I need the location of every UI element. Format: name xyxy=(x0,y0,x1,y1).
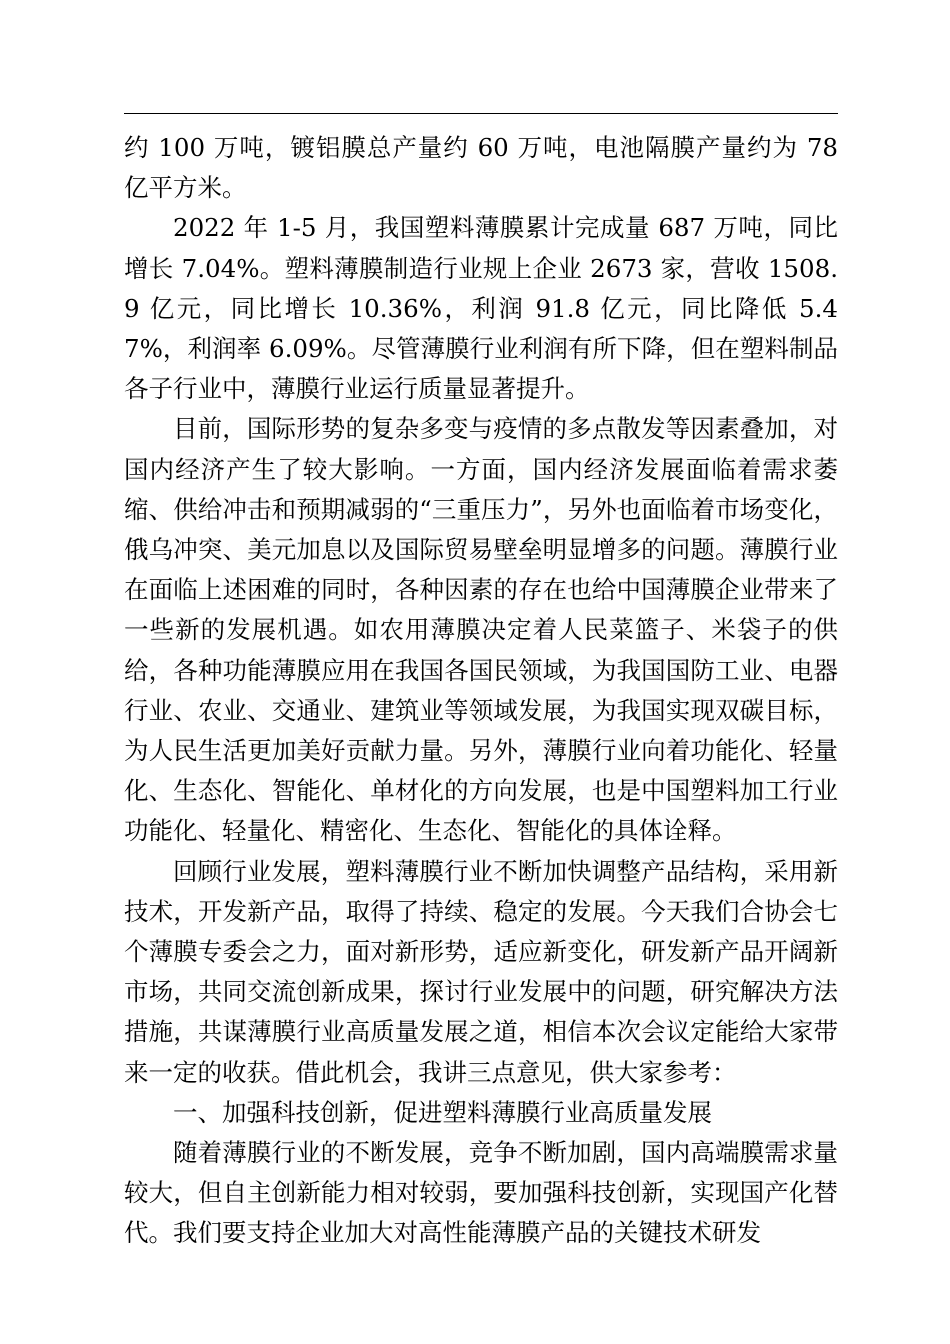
paragraph-statistics: 2022 年 1-5 月，我国塑料薄膜累计完成量 687 万吨，同比增长 7.04%。塑料薄膜制造行业规上企业 2673 家，营收 1508.9 亿元，同比增长 10.36%，利润 91.8 亿元，同比降低 5.47%，利润率 6.09%。尽管薄膜行业利润有所下降，但在塑料制品各子行业中，薄膜行业运行质量显著提升。 xyxy=(124,213,838,404)
paragraph-innovation: 随着薄膜行业的不断发展，竞争不断加剧，国内高端膜需求量较大，但自主创新能力相对较弱，要加强科技创新，实现国产化替代。我们要支持企业加大对高性能薄膜产品的关键技术研发 xyxy=(124,1138,838,1248)
header-rule xyxy=(124,113,838,114)
paragraph-current-situation: 目前，国际形势的复杂多变与疫情的多点散发等因素叠加，对国内经济产生了较大影响。一方面，国内经济发展面临着需求萎缩、供给冲击和预期减弱的“三重压力”，另外也面临着市场变化，俄乌冲突、美元加息以及国际贸易壁垒明显增多的问题。薄膜行业在面临上述困难的同时，各种因素的存在也给中国薄膜企业带来了一些新的发展机遇。如农用薄膜决定着人民菜篮子、米袋子的供给，各种功能薄膜应用在我国各国民领域，为我国国防工业、电器行业、农业、交通业、建筑业等领域发展，为我国实现双碳目标，为人民生活更加美好贡献力量。另外，薄膜行业向着功能化、轻量化、生态化、智能化、单材化的方向发展，也是中国塑料加工行业功能化、轻量化、精密化、生态化、智能化的具体诠释。 xyxy=(124,414,838,846)
paragraph-review: 回顾行业发展，塑料薄膜行业不断加快调整产品结构，采用新技术，开发新产品，取得了持续、稳定的发展。今天我们合协会七个薄膜专委会之力，面对新形势，适应新变化，研发新产品开阔新市场，共同交流创新成果，探讨行业发展中的问题，研究解决方法措施，共谋薄膜行业高质量发展之道，相信本次会议定能给大家带来一定的收获。借此机会，我讲三点意见，供大家参考： xyxy=(124,856,838,1087)
document-body xyxy=(124,128,838,1254)
paragraph-continuation: 约 100 万吨，镀铝膜总产量约 60 万吨，电池隔膜产量约为 78 亿平方米。 xyxy=(124,133,838,203)
section-heading: 一、加强科技创新，促进塑料薄膜行业高质量发展 xyxy=(173,1097,712,1127)
